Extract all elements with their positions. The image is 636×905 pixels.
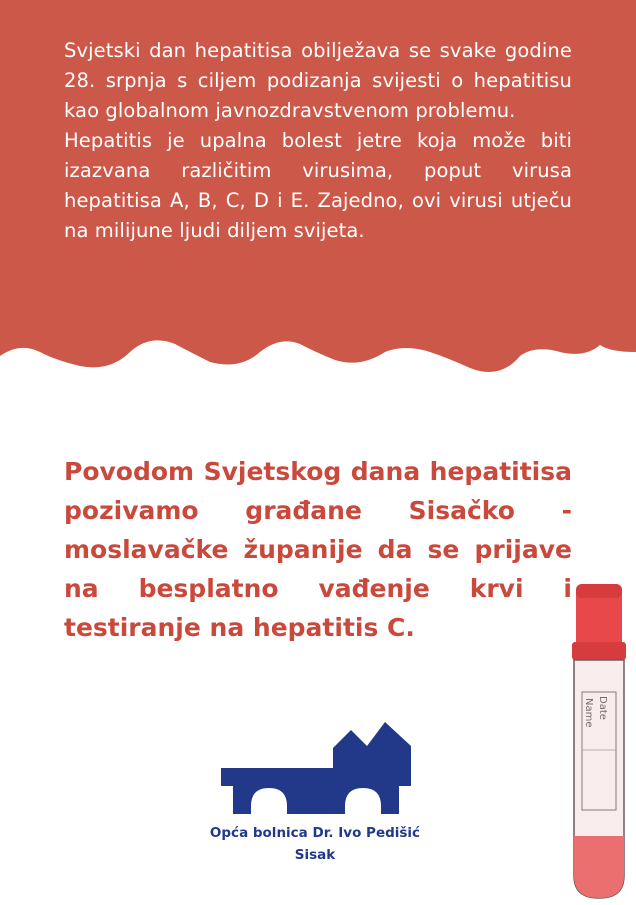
bridge-building-icon xyxy=(221,718,411,818)
intro-paragraph-1: Svjetski dan hepatitisa obilježava se svake godine 28. srpnja s ciljem podizanja svijesti o hepatitisu kao globalnom javnozdravstvenom problemu. xyxy=(64,39,572,122)
blood-tube-icon xyxy=(560,580,636,900)
blood-tube-illustration xyxy=(560,580,636,900)
header-wave-band xyxy=(0,0,636,400)
tube-label-name: Name xyxy=(583,698,594,728)
callout-invitation: Povodom Svjetskog dana hepatitisa pozivamo građane Sisačko - moslavačke županije da se prijave na besplatno vađenje krvi i testiranje na hepatitis C. xyxy=(64,457,572,642)
hospital-logo xyxy=(221,718,411,818)
hospital-name: Opća bolnica Dr. Ivo Pedišić xyxy=(209,825,421,841)
intro-paragraph-2: Hepatitis je upalna bolest jetre koja može biti izazvana različitim virusima, poput virusa hepatitisa A, B, C, D i E. Zajedno, ovi virusi utječu na milijune ljudi diljem svijeta. xyxy=(64,129,572,242)
hospital-city: Sisak xyxy=(294,847,336,863)
tube-label-date: Date xyxy=(597,696,608,720)
hospital-caption xyxy=(190,822,440,866)
intro-text xyxy=(64,36,572,246)
